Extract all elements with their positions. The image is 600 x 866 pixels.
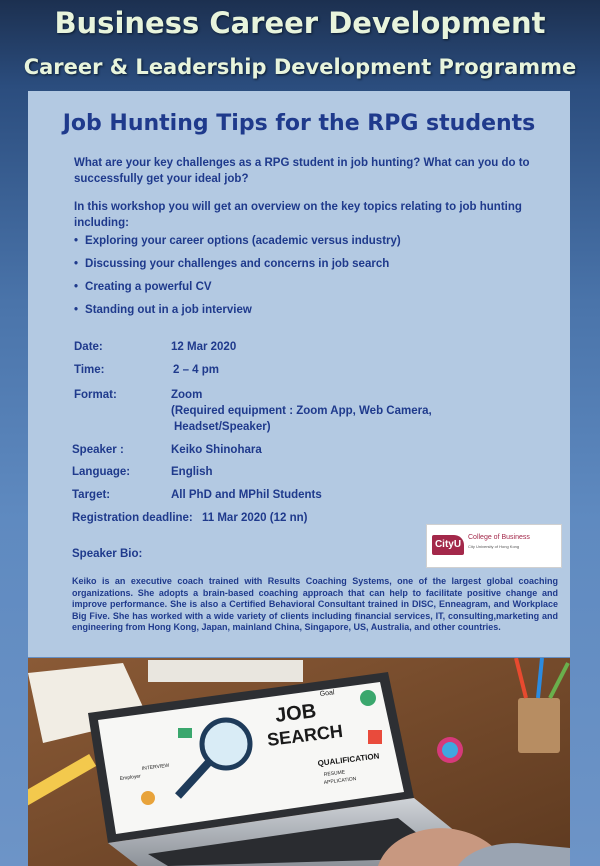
page-subtitle: Career & Leadership Development Programme [23,55,577,79]
page-title: Business Career Development [54,6,546,40]
format-value: Zoom [171,389,203,401]
workshop-heading: Job Hunting Tips for the RPG students [62,111,536,136]
list-item: • Standing out in a job interview [74,304,401,327]
screen-word-application: APPLICATION [323,776,357,786]
screen-word-goal: Goal [319,689,335,698]
speaker-value: Keiko Shinohara [171,444,262,456]
bio-label: Speaker Bio: [72,548,143,560]
language-value: English [171,466,213,478]
topic-list [74,235,401,327]
logo-college: College of Business [468,534,530,541]
intro-text: What are your key challenges as a RPG student in job hunting? What can you do to successfully get your ideal job? [74,157,530,185]
list-item: • Creating a powerful CV [74,281,401,304]
format-note-2: Headset/Speaker) [174,421,271,433]
speaker-bio: Keiko is an executive coach trained with Results Coaching Systems, one of the largest global coaching organizations. She adopts a brain-based coaching approach that can help to facilitate positive change and improve performance. She is also a Certified Behavioral Consultant trained in DISC, Enneagram, and Workplace Big Five. She has worked with a wide variety of clients including financial services, IT, consulting,marketing and engineering from Hong Kong, Japan, mainland China, Singapore, US, Australia, and other countries. [72,576,558,632]
date-label: Date: [74,341,103,353]
laptop-illustration [28,658,570,866]
deadline-value: 11 Mar 2020 (12 nn) [202,512,308,524]
logo-university: City University of Hong Kong [468,544,520,549]
time-value: 2 – 4 pm [173,364,220,376]
format-note: (Required equipment : Zoom App, Web Camera, [171,405,432,417]
logo-badge: CityU [432,535,464,555]
deadline-label: Registration deadline: [72,512,193,524]
job-search-photo [28,658,570,866]
overview-text: In this workshop you will get an overview on the key topics relating to job hunting including: [74,201,522,229]
list-item: • Discussing your challenges and concerns in job search [74,258,401,281]
screen-word-job: JOB [273,700,318,727]
screen-word-qualification: QUALIFICATION [317,751,380,768]
screen-word-resume: RESUME [323,769,346,778]
list-item: • Exploring your career options (academic versus industry) [74,235,401,258]
target-value: All PhD and MPhil Students [171,489,322,501]
screen-word-interview: INTERVIEW [141,762,170,772]
target-label: Target: [72,489,111,501]
cityu-logo [426,524,562,568]
time-label: Time: [74,364,105,376]
date-value: 12 Mar 2020 [171,341,237,353]
format-label: Format: [74,389,117,401]
screen-word-search: SEARCH [266,720,344,750]
speaker-label: Speaker : [72,444,124,456]
content-panel [28,91,570,657]
language-label: Language: [72,466,131,478]
screen-word-employer: Employer [119,773,142,782]
